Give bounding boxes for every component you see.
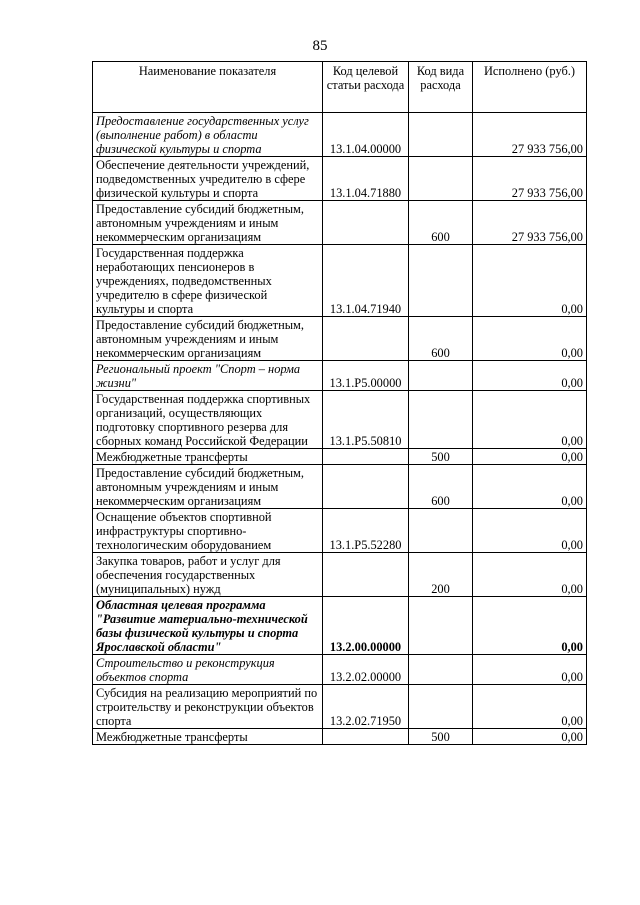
row-target-code: 13.1.P5.00000	[323, 361, 409, 391]
row-expense-type-code	[409, 685, 473, 729]
row-expense-type-code	[409, 245, 473, 317]
row-indicator-name: Предоставление субсидий бюджетным, автономным учреждениям и иным некоммерческим организациям	[93, 317, 323, 361]
row-executed-amount: 0,00	[473, 245, 587, 317]
table-row	[93, 685, 587, 729]
row-target-code: 13.1.04.00000	[323, 113, 409, 157]
row-executed-amount: 0,00	[473, 655, 587, 685]
expenditure-table	[92, 61, 587, 745]
row-target-code: 13.1.04.71880	[323, 157, 409, 201]
row-executed-amount: 0,00	[473, 729, 587, 745]
row-expense-type-code: 200	[409, 553, 473, 597]
table-body	[93, 113, 587, 745]
table-row	[93, 465, 587, 509]
row-indicator-name: Региональный проект "Спорт – норма жизни"	[93, 361, 323, 391]
row-indicator-name: Предоставление субсидий бюджетным, автономным учреждениям и иным некоммерческим организациям	[93, 465, 323, 509]
table-row	[93, 509, 587, 553]
header-target-code: Код целевой статьи расхода	[323, 62, 409, 113]
row-target-code	[323, 449, 409, 465]
row-executed-amount: 0,00	[473, 685, 587, 729]
row-expense-type-code	[409, 655, 473, 685]
row-indicator-name: Субсидия на реализацию мероприятий по строительству и реконструкции объектов спорта	[93, 685, 323, 729]
row-executed-amount: 0,00	[473, 361, 587, 391]
table-row	[93, 597, 587, 655]
header-executed-amount: Исполнено (руб.)	[473, 62, 587, 113]
row-target-code	[323, 465, 409, 509]
row-target-code: 13.1.P5.50810	[323, 391, 409, 449]
row-expense-type-code	[409, 597, 473, 655]
table-row	[93, 157, 587, 201]
row-expense-type-code: 500	[409, 729, 473, 745]
row-executed-amount: 27 933 756,00	[473, 113, 587, 157]
header-expense-type-code: Код вида расхода	[409, 62, 473, 113]
row-expense-type-code	[409, 113, 473, 157]
page-number: 85	[312, 38, 328, 54]
row-indicator-name: Государственная поддержка неработающих пенсионеров в учреждениях, подведомственных учредителю в сфере физической культуры и спорта	[93, 245, 323, 317]
row-indicator-name: Областная целевая программа "Развитие материально-технической базы физической культуры и спорта Ярославской области"	[93, 597, 323, 655]
row-indicator-name: Государственная поддержка спортивных организаций, осуществляющих подготовку спортивного резерва для сборных команд Российской Федерации	[93, 391, 323, 449]
row-executed-amount: 0,00	[473, 597, 587, 655]
row-indicator-name: Предоставление государственных услуг (выполнение работ) в области физической культуры и спорта	[93, 113, 323, 157]
table-header-row	[93, 62, 587, 113]
row-executed-amount: 0,00	[473, 449, 587, 465]
row-executed-amount: 0,00	[473, 553, 587, 597]
table-row	[93, 729, 587, 745]
row-indicator-name: Межбюджетные трансферты	[93, 729, 323, 745]
row-expense-type-code	[409, 361, 473, 391]
row-target-code: 13.2.00.00000	[323, 597, 409, 655]
row-target-code	[323, 201, 409, 245]
row-executed-amount: 0,00	[473, 509, 587, 553]
table-row	[93, 201, 587, 245]
row-executed-amount: 0,00	[473, 391, 587, 449]
table-row	[93, 361, 587, 391]
row-indicator-name: Строительство и реконструкция объектов спорта	[93, 655, 323, 685]
row-expense-type-code: 600	[409, 465, 473, 509]
row-indicator-name: Обеспечение деятельности учреждений, подведомственных учредителю в сфере физической культуры и спорта	[93, 157, 323, 201]
row-target-code: 13.1.P5.52280	[323, 509, 409, 553]
row-expense-type-code: 500	[409, 449, 473, 465]
table-row	[93, 449, 587, 465]
row-target-code: 13.1.04.71940	[323, 245, 409, 317]
row-target-code	[323, 553, 409, 597]
row-expense-type-code: 600	[409, 317, 473, 361]
row-target-code	[323, 317, 409, 361]
row-expense-type-code	[409, 509, 473, 553]
row-expense-type-code	[409, 391, 473, 449]
row-executed-amount: 27 933 756,00	[473, 201, 587, 245]
table-row	[93, 245, 587, 317]
row-target-code: 13.2.02.00000	[323, 655, 409, 685]
row-indicator-name: Оснащение объектов спортивной инфраструктуры спортивно-технологическим оборудованием	[93, 509, 323, 553]
row-target-code: 13.2.02.71950	[323, 685, 409, 729]
table-row	[93, 317, 587, 361]
row-indicator-name: Предоставление субсидий бюджетным, автономным учреждениям и иным некоммерческим организациям	[93, 201, 323, 245]
row-target-code	[323, 729, 409, 745]
row-executed-amount: 0,00	[473, 317, 587, 361]
table-row	[93, 391, 587, 449]
row-expense-type-code	[409, 157, 473, 201]
row-executed-amount: 27 933 756,00	[473, 157, 587, 201]
row-indicator-name: Межбюджетные трансферты	[93, 449, 323, 465]
table-row	[93, 553, 587, 597]
row-expense-type-code: 600	[409, 201, 473, 245]
table-row	[93, 113, 587, 157]
header-indicator-name: Наименование показателя	[93, 62, 323, 113]
row-indicator-name: Закупка товаров, работ и услуг для обеспечения государственных (муниципальных) нужд	[93, 553, 323, 597]
table-row	[93, 655, 587, 685]
row-executed-amount: 0,00	[473, 465, 587, 509]
